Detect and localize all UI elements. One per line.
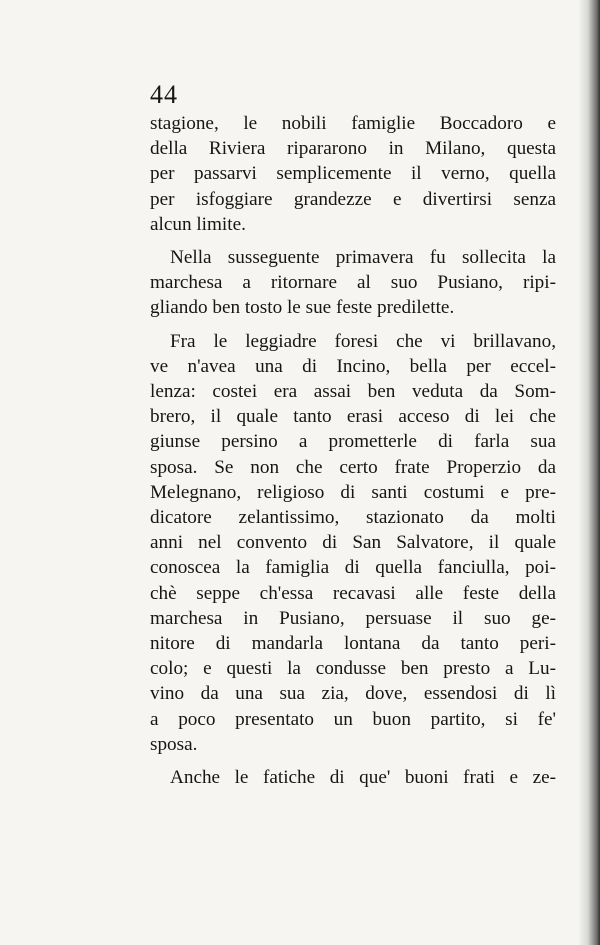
text-line: dicatore zelantissimo, stazionato da molti [150, 507, 556, 529]
text-line: colo; e questi la condusse ben presto a Lu- [150, 658, 556, 680]
text-line: chè seppe ch'essa recavasi alle feste della [150, 582, 556, 604]
text-line: ve n'avea una di Incino, bella per eccel- [150, 355, 556, 377]
text-line: Nella susseguente primavera fu sollecita la [170, 247, 556, 269]
text-line: per passarvi semplicemente il verno, quella [150, 163, 556, 185]
text-line: gliando ben tosto le sue feste predilette. [150, 297, 455, 319]
text-line: Fra le leggiadre foresi che vi brillavano, [170, 330, 556, 352]
text-line: conoscea la famiglia di quella fanciulla, poi- [150, 557, 556, 579]
text-line: della Riviera ripararono in Milano, questa [150, 138, 556, 160]
body-text [150, 111, 556, 798]
text-line: per isfoggiare grandezze e divertirsi senza [150, 188, 556, 210]
text-line: alcun limite. [150, 213, 246, 235]
text-line: anni nel convento di San Salvatore, il quale [150, 532, 556, 554]
text-line: marchesa in Pusiano, persuase il suo ge- [150, 607, 556, 629]
text-line: marchesa a ritornare al suo Pusiano, ripi- [150, 272, 556, 294]
paragraph-2 [150, 245, 556, 321]
text-line: vino da una sua zia, dove, essendosi di lì [150, 683, 556, 705]
page-edge-shadow [578, 0, 600, 945]
text-line: Melegnano, religioso di santi costumi e pre- [150, 481, 556, 503]
text-line: stagione, le nobili famiglie Boccadoro e [150, 113, 556, 134]
text-line: giunse persino a prometterle di farla sua [150, 431, 556, 453]
paragraph-4 [150, 765, 556, 790]
text-line: nitore di mandarla lontana da tanto peri- [150, 633, 556, 655]
text-line: lenza: costei era assai ben veduta da Som- [150, 381, 556, 403]
text-line: sposa. Se non che certo frate Properzio da [150, 456, 556, 478]
text-line: brero, il quale tanto erasi acceso di lei che [150, 406, 556, 428]
text-line: sposa. [150, 733, 198, 755]
paragraph-3 [150, 329, 556, 757]
paragraph-1 [150, 111, 556, 237]
page-number: 44 [150, 80, 178, 109]
text-line: Anche le fatiche di que' buoni frati e ze- [170, 767, 556, 789]
text-line: a poco presentato un buon partito, si fe' [150, 708, 556, 730]
